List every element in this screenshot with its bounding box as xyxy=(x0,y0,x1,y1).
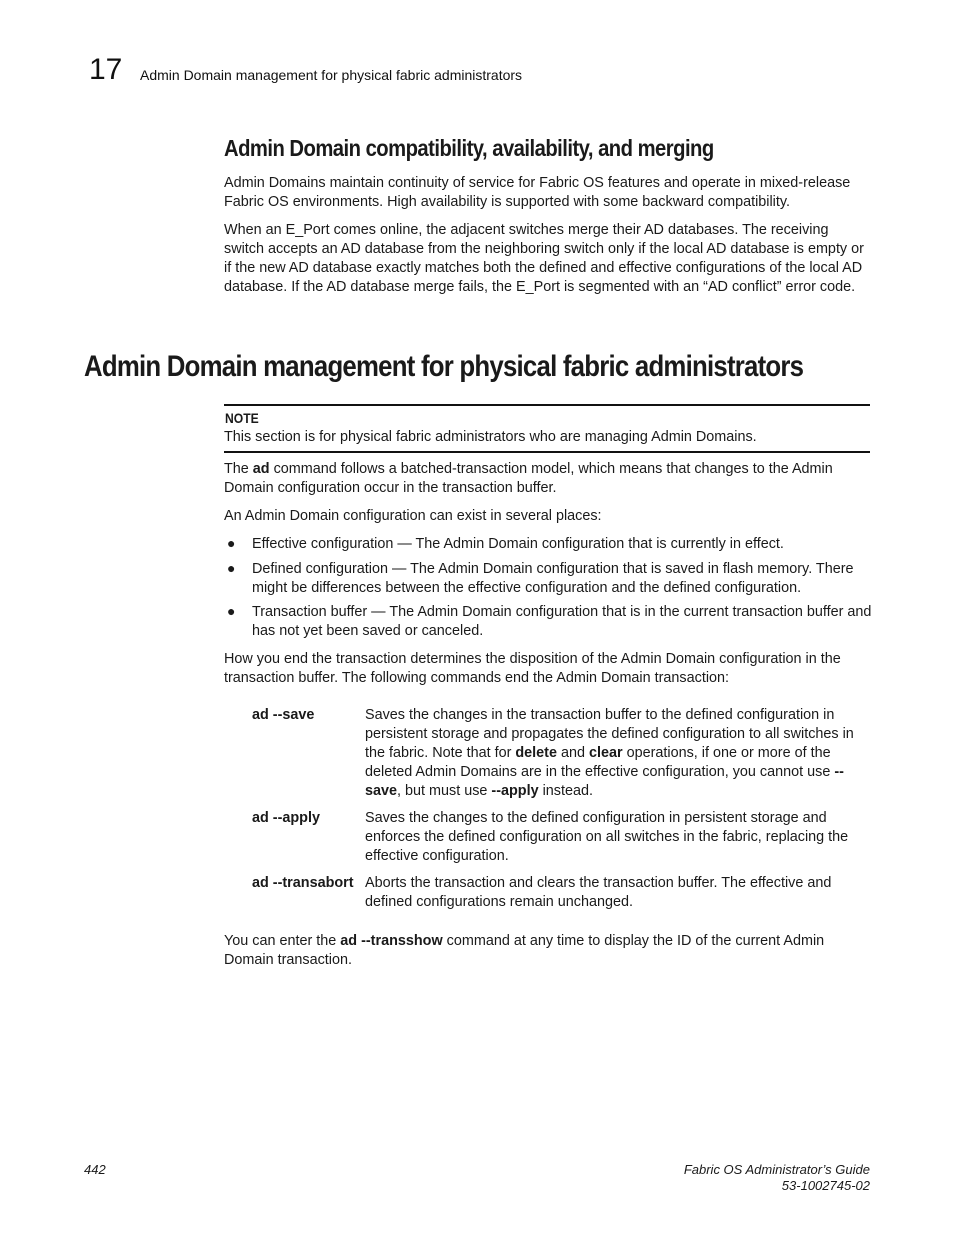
keyword-clear: clear xyxy=(589,745,623,761)
paragraph-transshow xyxy=(224,932,870,970)
command-ad: ad xyxy=(252,461,270,477)
note-label: NOTE xyxy=(225,411,259,426)
bullet-marker: ● xyxy=(227,603,236,619)
paragraph-continuity: Admin Domains maintain continuity of service for Fabric OS features and operate in mixed-release Fabric OS environments. High availability is supported with some backward compatibility. xyxy=(224,175,851,210)
bullet-transaction-buffer: Transaction buffer — The Admin Domain configuration that is in the current transaction buffer and has not yet been saved or canceled. xyxy=(252,604,872,639)
note-box xyxy=(224,404,870,453)
bullet-marker: ● xyxy=(227,535,236,551)
command-term-save: ad --save xyxy=(252,707,315,723)
text-run: command follows a batched-transaction model, which means that changes to the Admin Domain configuration occur in the transaction buffer. xyxy=(224,461,833,496)
page-number: 442 xyxy=(84,1162,106,1177)
bullet-effective-configuration: Effective configuration — The Admin Domain configuration that is currently in effect. xyxy=(252,536,784,552)
running-header-title: Admin Domain management for physical fabric administrators xyxy=(140,67,523,83)
command-transshow: ad --transshow xyxy=(340,933,443,949)
paragraph-merge: When an E_Port comes online, the adjacent switches merge their AD databases. The receiving switch accepts an AD database from the neighboring switch only if the local AD database is empty or if the new AD database exactly matches both the defined and effective configurations of the local AD database. If the AD database merge fails, the E_Port is segmented with an “AD conflict” error code. xyxy=(224,222,864,295)
command-term-transabort: ad --transabort xyxy=(252,875,354,891)
keyword-save: --save xyxy=(365,764,844,799)
note-text: This section is for physical fabric administrators who are managing Admin Domains. xyxy=(224,429,757,445)
paragraph-batched-transaction xyxy=(224,460,870,498)
keyword-delete: delete xyxy=(515,745,557,761)
chapter-number: 17 xyxy=(89,53,123,86)
text-run: , but must use xyxy=(397,783,492,799)
document-number: 53-1002745-02 xyxy=(781,1178,870,1193)
text-run: instead. xyxy=(538,783,593,799)
command-term-apply: ad --apply xyxy=(252,810,320,826)
bullet-marker: ● xyxy=(227,560,236,576)
main-heading-management: Admin Domain management for physical fabric administrators xyxy=(84,350,804,383)
command-desc-apply: Saves the changes to the defined configuration in persistent storage and enforces the defined configuration on all switches in the fabric, replacing the effective configuration. xyxy=(365,810,849,864)
text-run: The xyxy=(224,461,253,477)
paragraph-end-transaction: How you end the transaction determines the disposition of the Admin Domain configuration in the transaction buffer. The following commands end the Admin Domain transaction: xyxy=(224,651,841,686)
command-desc-transabort: Aborts the transaction and clears the transaction buffer. The effective and defined configurations remain unchanged. xyxy=(365,875,832,910)
section-heading-compatibility: Admin Domain compatibility, availability, and merging xyxy=(224,135,714,161)
text-run: Saves the changes in the transaction buffer to the defined configuration in persistent storage and propagates the defined configuration to all switches in the fabric. Note that for xyxy=(365,707,854,761)
command-desc-save xyxy=(365,706,870,801)
bullet-defined-configuration: Defined configuration — The Admin Domain configuration that is saved in flash memory. There might be differences between the effective configuration and the defined configuration. xyxy=(252,561,854,596)
text-run: command at any time to display the ID of the current Admin Domain transaction. xyxy=(224,933,825,968)
text-run: operations, if one or more of the deleted Admin Domains are in the effective configuration, you cannot use xyxy=(365,745,835,780)
book-title: Fabric OS Administrator’s Guide xyxy=(683,1162,870,1177)
text-run: and xyxy=(556,745,589,761)
footer-book-info xyxy=(570,1162,870,1194)
paragraph-config-places: An Admin Domain configuration can exist in several places: xyxy=(224,508,602,524)
text-run: You can enter the xyxy=(224,933,341,949)
keyword-apply: --apply xyxy=(491,783,539,799)
